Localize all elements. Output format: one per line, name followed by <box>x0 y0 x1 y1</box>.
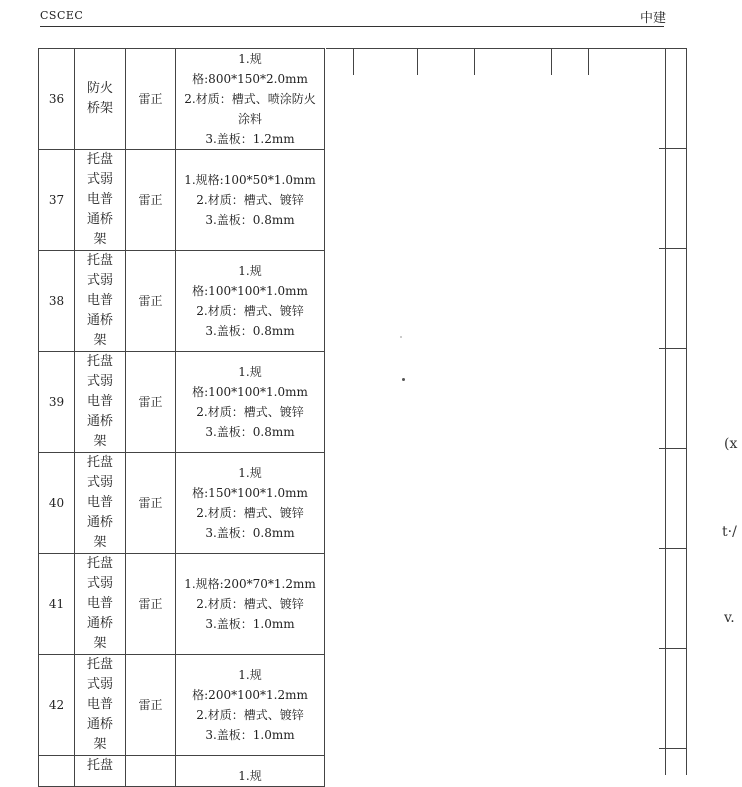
table-row <box>39 352 325 453</box>
grid-row-tick <box>659 648 686 649</box>
item-spec: 1.规 <box>176 756 325 787</box>
row-number: 41 <box>39 554 75 655</box>
table-row-partial <box>39 756 325 787</box>
item-spec: 1.规 格:100*100*1.0mm 2.材质：槽式、镀锌 3.盖板：0.8mm <box>176 251 325 352</box>
item-name: 托盘式弱电普通桥架 <box>75 150 126 251</box>
grid-divider <box>588 48 589 75</box>
grid-divider <box>551 48 552 75</box>
row-number: 39 <box>39 352 75 453</box>
row-number: 37 <box>39 150 75 251</box>
grid-top-rule <box>326 48 686 49</box>
item-name: 托盘式弱电普通桥架 <box>75 655 126 756</box>
header-company-code: CSCEC <box>40 9 84 22</box>
item-spec: 1.规 格:150*100*1.0mm 2.材质：槽式、镀锌 3.盖板：0.8mm <box>176 453 325 554</box>
item-name: 托盘式弱电普通桥架 <box>75 554 126 655</box>
item-brand: 雷正 <box>126 150 176 251</box>
item-spec: 1.规 格:200*100*1.2mm 2.材质：槽式、镀锌 3.盖板：1.0mm <box>176 655 325 756</box>
item-brand: 雷正 <box>126 49 176 150</box>
item-spec: 1.规 格:100*100*1.0mm 2.材质：槽式、镀锌 3.盖板：0.8mm <box>176 352 325 453</box>
header-rule <box>40 26 664 27</box>
grid-row-tick <box>659 548 686 549</box>
grid-divider <box>474 48 475 75</box>
item-brand <box>126 756 176 787</box>
item-spec: 1.规格:100*50*1.0mm 2.材质：槽式、镀锌 3.盖板：0.8mm <box>176 150 325 251</box>
grid-divider <box>417 48 418 75</box>
table-row <box>39 554 325 655</box>
item-brand: 雷正 <box>126 251 176 352</box>
edge-mark: v. <box>724 610 735 626</box>
scan-speck <box>402 378 405 381</box>
item-name: 托盘式弱电普通桥架 <box>75 352 126 453</box>
item-brand: 雷正 <box>126 352 176 453</box>
table-row <box>39 453 325 554</box>
table-row <box>39 251 325 352</box>
edge-mark: (x <box>724 436 738 452</box>
item-name: 托盘式弱电普通桥架 <box>75 251 126 352</box>
row-number: 36 <box>39 49 75 150</box>
row-number: 38 <box>39 251 75 352</box>
grid-row-tick <box>659 348 686 349</box>
item-spec: 1.规 格:800*150*2.0mm 2.材质：槽式、喷涂防火涂料 3.盖板：1.2mm <box>176 49 325 150</box>
header-company-name: 中建 <box>640 11 667 26</box>
item-brand: 雷正 <box>126 655 176 756</box>
grid-row-tick <box>659 148 686 149</box>
grid-right-border <box>686 48 687 775</box>
table-row <box>39 150 325 251</box>
grid-row-tick <box>659 748 686 749</box>
materials-table <box>38 48 325 787</box>
grid-divider <box>665 48 666 775</box>
scan-speck <box>400 336 402 338</box>
grid-row-tick <box>659 448 686 449</box>
edge-mark: t·/ <box>722 524 737 540</box>
grid-divider <box>353 48 354 75</box>
row-number: 40 <box>39 453 75 554</box>
item-brand: 雷正 <box>126 453 176 554</box>
grid-row-tick <box>659 248 686 249</box>
row-number: 42 <box>39 655 75 756</box>
row-number <box>39 756 75 787</box>
item-name: 托盘式弱电普通桥架 <box>75 453 126 554</box>
item-spec: 1.规格:200*70*1.2mm 2.材质：槽式、镀锌 3.盖板：1.0mm <box>176 554 325 655</box>
table-row <box>39 655 325 756</box>
item-name: 防火桥架 <box>75 49 126 150</box>
item-name: 托盘 <box>75 756 126 787</box>
table-row <box>39 49 325 150</box>
item-brand: 雷正 <box>126 554 176 655</box>
